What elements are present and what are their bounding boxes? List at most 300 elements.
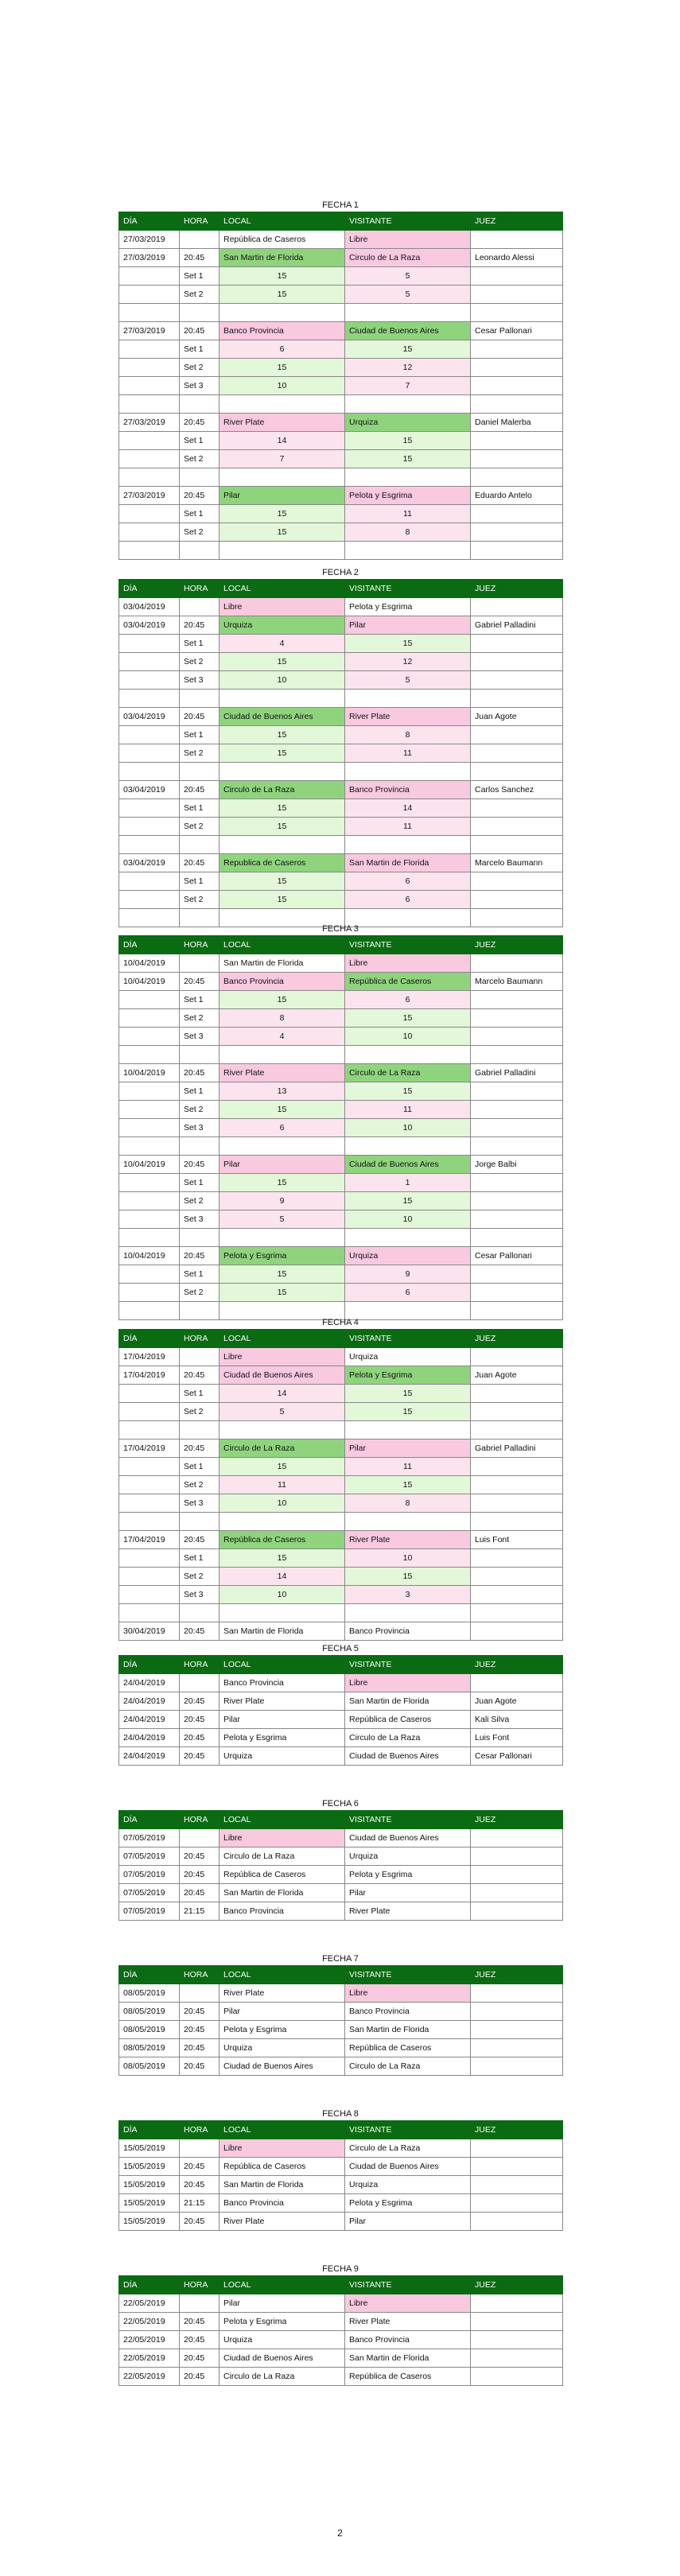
spacer-cell [220,1513,345,1531]
fecha-1-block [119,199,562,560]
fecha-5-block [119,1642,562,1766]
spacer-cell [119,1604,180,1622]
set-score-local: 15 [220,267,345,286]
dia-cell: 10/04/2019 [119,1156,180,1174]
set-score-local: 10 [220,377,345,395]
hora-cell: 20:45 [180,2213,220,2231]
blank-cell [471,1568,563,1586]
set-label: Set 3 [180,1028,220,1046]
spacer-cell [180,1604,220,1622]
column-header: JUEZ [471,936,563,954]
spacer-cell [119,1137,180,1156]
match-row [119,2368,563,2386]
fixture-table [119,2120,563,2231]
column-header: VISITANTE [345,2276,471,2294]
spacer-cell [345,1229,471,1247]
match-row [119,2139,563,2158]
set-label: Set 3 [180,1119,220,1137]
set-row [119,1009,563,1028]
local-team-cell: Ciudad de Buenos Aires [220,1366,345,1385]
hora-cell [180,231,220,249]
visitante-team-cell: Urquiza [345,1847,471,1866]
fixture-table [119,1810,563,1921]
spacer-cell [220,1046,345,1064]
dia-cell: 30/04/2019 [119,1622,180,1641]
bye-row [119,954,563,973]
match-row [119,2213,563,2231]
visitante-team-cell: República de Caseros [345,2368,471,2386]
juez-cell [471,598,563,616]
set-score-visitante: 14 [345,799,471,818]
fecha-title: FECHA 1 [322,200,359,210]
column-header: VISITANTE [345,580,471,598]
dia-cell: 15/05/2019 [119,2176,180,2194]
set-score-local: 15 [220,286,345,304]
juez-cell [471,1984,563,2003]
dia-cell: 07/05/2019 [119,1829,180,1847]
match-row [119,1884,563,1902]
blank-cell [471,1458,563,1476]
juez-cell: Luis Font [471,1729,563,1747]
fecha-9-block [119,2263,562,2386]
juez-cell: Cesar Pallonari [471,322,563,340]
spacer-cell [471,395,563,414]
set-score-local: 10 [220,671,345,690]
local-team-cell: Pilar [220,2003,345,2021]
blank-cell [471,505,563,523]
hora-cell [180,2139,220,2158]
visitante-team-cell: Pelota y Esgrima [345,1366,471,1385]
set-score-local: 10 [220,1494,345,1513]
blank-cell [119,1494,180,1513]
hora-cell: 20:45 [180,708,220,726]
hora-cell: 20:45 [180,1156,220,1174]
set-label: Set 2 [180,818,220,836]
visitante-team-cell: San Martin de Florida [345,2021,471,2039]
spacer-row [119,1137,563,1156]
spacer-cell [180,1229,220,1247]
column-header: VISITANTE [345,212,471,231]
set-row [119,377,563,395]
spacer-cell [220,395,345,414]
column-header: JUEZ [471,2121,563,2139]
blank-cell [119,450,180,468]
hora-cell: 20:45 [180,2331,220,2349]
column-header: DÍA [119,1811,180,1829]
visitante-team-cell: Ciudad de Buenos Aires [345,1747,471,1766]
set-label: Set 2 [180,1284,220,1302]
local-team-cell: Pelota y Esgrima [220,1729,345,1747]
hora-cell: 20:45 [180,1366,220,1385]
spacer-row [119,1604,563,1622]
hora-cell: 20:45 [180,322,220,340]
visitante-team-cell: República de Caseros [345,1711,471,1729]
set-score-visitante: 15 [345,1403,471,1421]
local-team-cell: Circulo de La Raza [220,781,345,799]
blank-cell [471,359,563,377]
spacer-cell [345,1513,471,1531]
set-score-local: 15 [220,872,345,891]
match-row [119,2057,563,2076]
match-row [119,1156,563,1174]
spacer-row [119,1229,563,1247]
set-score-local: 6 [220,340,345,359]
hora-cell: 20:45 [180,2368,220,2386]
visitante-team-cell: River Plate [345,2313,471,2331]
set-label: Set 2 [180,450,220,468]
set-row [119,450,563,468]
spacer-cell [180,395,220,414]
set-score-local: 15 [220,505,345,523]
juez-cell: Gabriel Palladini [471,1440,563,1458]
hora-cell: 20:45 [180,249,220,267]
fixture-table [119,935,563,1320]
spacer-cell [471,836,563,854]
set-row [119,1174,563,1192]
blank-cell [471,267,563,286]
spacer-row [119,836,563,854]
spacer-cell [119,690,180,708]
visitante-team-cell: Ciudad de Buenos Aires [345,2158,471,2176]
set-score-visitante: 15 [345,1192,471,1210]
hora-cell [180,1674,220,1692]
set-score-visitante: 9 [345,1265,471,1284]
blank-cell [119,1586,180,1604]
hora-cell: 20:45 [180,1866,220,1884]
juez-cell: Marcelo Baumann [471,973,563,991]
column-header: VISITANTE [345,1656,471,1674]
visitante-team-cell: Ciudad de Buenos Aires [345,322,471,340]
local-team-cell: River Plate [220,1064,345,1082]
spacer-cell [119,1513,180,1531]
column-header: LOCAL [220,1811,345,1829]
match-row [119,2176,563,2194]
dia-cell: 15/05/2019 [119,2139,180,2158]
juez-cell [471,1829,563,1847]
dia-cell: 07/05/2019 [119,1866,180,1884]
blank-cell [119,1385,180,1403]
spacer-cell [220,304,345,322]
column-header: JUEZ [471,2276,563,2294]
set-row [119,635,563,653]
match-row [119,2039,563,2057]
juez-cell: Juan Agote [471,1692,563,1711]
set-score-visitante: 11 [345,744,471,763]
blank-cell [471,726,563,744]
spacer-cell [220,1137,345,1156]
dia-cell: 10/04/2019 [119,973,180,991]
blank-cell [471,1028,563,1046]
set-score-visitante: 5 [345,671,471,690]
set-score-visitante: 15 [345,1385,471,1403]
blank-cell [471,1210,563,1229]
set-label: Set 1 [180,1385,220,1403]
set-row [119,1403,563,1421]
blank-cell [471,653,563,671]
set-row [119,523,563,542]
set-score-visitante: 15 [345,1009,471,1028]
set-row [119,991,563,1009]
column-header: VISITANTE [345,1811,471,1829]
dia-cell: 03/04/2019 [119,708,180,726]
hora-cell: 20:45 [180,2039,220,2057]
fixture-table [119,2275,563,2386]
set-row [119,1284,563,1302]
set-score-local: 15 [220,891,345,909]
dia-cell: 08/05/2019 [119,2039,180,2057]
match-row [119,2349,563,2368]
visitante-team-cell: Pelota y Esgrima [345,1866,471,1884]
dia-cell: 10/04/2019 [119,1064,180,1082]
match-row [119,2194,563,2213]
spacer-row [119,1421,563,1440]
hora-cell: 20:45 [180,414,220,432]
spacer-row [119,1513,563,1531]
column-header: HORA [180,1811,220,1829]
spacer-cell [345,836,471,854]
local-team-cell: River Plate [220,414,345,432]
spacer-cell [471,1137,563,1156]
set-score-local: 15 [220,744,345,763]
blank-cell [119,726,180,744]
column-header: DÍA [119,212,180,231]
set-score-local: 6 [220,1119,345,1137]
local-team-cell: Banco Provincia [220,1902,345,1921]
set-score-visitante: 12 [345,653,471,671]
visitante-team-cell: Libre [345,1984,471,2003]
spacer-cell [220,690,345,708]
hora-cell: 20:45 [180,781,220,799]
match-row [119,249,563,267]
spacer-cell [119,395,180,414]
blank-cell [471,1494,563,1513]
local-team-cell: Banco Provincia [220,1674,345,1692]
set-score-visitante: 15 [345,1082,471,1101]
set-label: Set 2 [180,1192,220,1210]
dia-cell: 08/05/2019 [119,2021,180,2039]
dia-cell: 10/04/2019 [119,954,180,973]
column-header: DÍA [119,2276,180,2294]
column-header: VISITANTE [345,1966,471,1984]
fecha-6-block [119,1797,562,1921]
set-label: Set 1 [180,726,220,744]
set-row [119,872,563,891]
set-label: Set 2 [180,1009,220,1028]
set-row [119,671,563,690]
spacer-cell [471,1229,563,1247]
set-score-local: 14 [220,432,345,450]
hora-cell: 20:45 [180,1711,220,1729]
spacer-row [119,542,563,560]
spacer-cell [220,542,345,560]
juez-cell [471,1348,563,1366]
dia-cell: 07/05/2019 [119,1902,180,1921]
set-row [119,1082,563,1101]
match-row [119,1247,563,1265]
set-row [119,1385,563,1403]
visitante-team-cell: Urquiza [345,1247,471,1265]
local-team-cell: Circulo de La Raza [220,1440,345,1458]
blank-cell [471,432,563,450]
visitante-team-cell: San Martin de Florida [345,1692,471,1711]
local-team-cell: Ciudad de Buenos Aires [220,708,345,726]
spacer-cell [345,304,471,322]
set-score-visitante: 10 [345,1028,471,1046]
set-score-local: 13 [220,1082,345,1101]
blank-cell [119,1119,180,1137]
blank-cell [119,286,180,304]
local-team-cell: Libre [220,2139,345,2158]
header-row [119,1811,563,1829]
spacer-cell [471,1604,563,1622]
set-score-visitante: 10 [345,1549,471,1568]
spacer-cell [345,542,471,560]
column-header: JUEZ [471,1656,563,1674]
juez-cell: Cesar Pallonari [471,1247,563,1265]
set-label: Set 1 [180,635,220,653]
juez-cell [471,2021,563,2039]
spacer-cell [119,468,180,487]
juez-cell [471,1884,563,1902]
column-header: HORA [180,580,220,598]
set-score-visitante: 12 [345,359,471,377]
local-team-cell: Circulo de La Raza [220,1847,345,1866]
blank-cell [119,799,180,818]
match-row [119,854,563,872]
set-score-visitante: 6 [345,891,471,909]
blank-cell [119,1082,180,1101]
set-row [119,286,563,304]
set-row [119,891,563,909]
column-header: LOCAL [220,1656,345,1674]
juez-cell [471,2039,563,2057]
local-team-cell: Pilar [220,2294,345,2313]
dia-cell: 27/03/2019 [119,322,180,340]
set-row [119,1210,563,1229]
match-row [119,1902,563,1921]
column-header: DÍA [119,580,180,598]
hora-cell: 20:45 [180,2057,220,2076]
set-score-visitante: 15 [345,432,471,450]
dia-cell: 03/04/2019 [119,781,180,799]
match-row [119,1729,563,1747]
dia-cell: 24/04/2019 [119,1674,180,1692]
match-row [119,1847,563,1866]
set-score-visitante: 8 [345,1494,471,1513]
blank-cell [119,1476,180,1494]
fecha-title: FECHA 8 [322,2109,359,2119]
set-score-local: 14 [220,1568,345,1586]
visitante-team-cell: Libre [345,954,471,973]
set-score-visitante: 3 [345,1586,471,1604]
column-header: LOCAL [220,2276,345,2294]
blank-cell [471,1385,563,1403]
spacer-row [119,1046,563,1064]
fixture-table [119,579,563,927]
set-score-local: 15 [220,1458,345,1476]
match-row [119,1674,563,1692]
set-score-local: 15 [220,1284,345,1302]
local-team-cell: República de Caseros [220,231,345,249]
set-score-local: 15 [220,1101,345,1119]
juez-cell: Gabriel Palladini [471,616,563,635]
local-team-cell: Circulo de La Raza [220,2368,345,2386]
local-team-cell: Banco Provincia [220,2194,345,2213]
spacer-cell [471,1513,563,1531]
set-label: Set 1 [180,1458,220,1476]
juez-cell: Leonardo Alessi [471,249,563,267]
blank-cell [119,1265,180,1284]
blank-cell [471,872,563,891]
column-header: DÍA [119,1330,180,1348]
local-team-cell: Urquiza [220,1747,345,1766]
spacer-cell [180,763,220,781]
column-header: HORA [180,1966,220,1984]
blank-cell [471,450,563,468]
set-row [119,1119,563,1137]
dia-cell: 08/05/2019 [119,2057,180,2076]
set-score-local: 5 [220,1403,345,1421]
set-score-local: 15 [220,799,345,818]
set-score-visitante: 10 [345,1210,471,1229]
visitante-team-cell: República de Caseros [345,2039,471,2057]
hora-cell [180,1348,220,1366]
dia-cell: 10/04/2019 [119,1247,180,1265]
match-row [119,1711,563,1729]
juez-cell [471,2331,563,2349]
dia-cell: 08/05/2019 [119,2003,180,2021]
column-header: LOCAL [220,1966,345,1984]
hora-cell: 20:45 [180,1622,220,1641]
dia-cell: 27/03/2019 [119,487,180,505]
local-team-cell: River Plate [220,2213,345,2231]
match-row [119,708,563,726]
blank-cell [119,1458,180,1476]
visitante-team-cell: Pilar [345,2213,471,2231]
spacer-cell [220,1229,345,1247]
dia-cell: 22/05/2019 [119,2331,180,2349]
spacer-cell [180,468,220,487]
spacer-cell [180,1421,220,1440]
set-score-visitante: 15 [345,1476,471,1494]
local-team-cell: San Martin de Florida [220,2176,345,2194]
set-score-local: 15 [220,991,345,1009]
juez-cell: Daniel Malerba [471,414,563,432]
local-team-cell: Urquiza [220,616,345,635]
set-score-local: 15 [220,523,345,542]
spacer-cell [119,1229,180,1247]
header-row [119,580,563,598]
column-header: DÍA [119,2121,180,2139]
column-header: VISITANTE [345,1330,471,1348]
hora-cell: 20:45 [180,616,220,635]
hora-cell: 20:45 [180,1884,220,1902]
column-header: LOCAL [220,580,345,598]
blank-cell [471,671,563,690]
visitante-team-cell: Pilar [345,616,471,635]
set-score-local: 15 [220,1265,345,1284]
fecha-title: FECHA 3 [322,924,359,934]
hora-cell: 20:45 [180,854,220,872]
blank-cell [119,377,180,395]
spacer-row [119,690,563,708]
set-row [119,1192,563,1210]
header-row [119,1966,563,1984]
fecha-7-block [119,1952,562,2076]
set-label: Set 2 [180,744,220,763]
hora-cell: 20:45 [180,1747,220,1766]
local-team-cell: República de Caseros [220,1866,345,1884]
